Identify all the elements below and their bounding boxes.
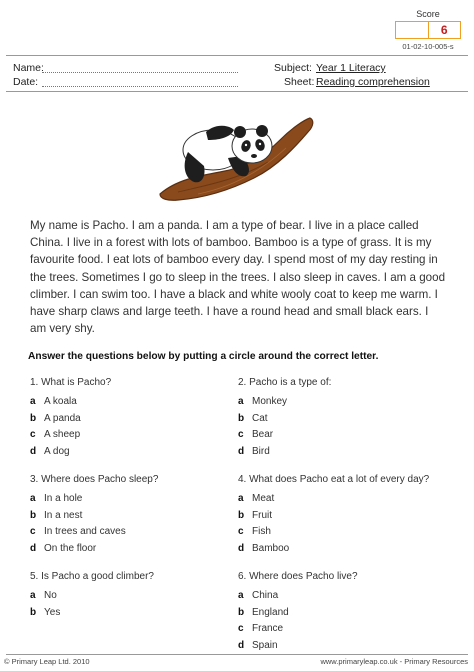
answer-option[interactable] — [238, 444, 428, 461]
option-text: Meat — [252, 493, 275, 504]
option-text: Fruit — [252, 509, 272, 521]
option-text: France — [252, 623, 284, 634]
option-text: A koala — [44, 396, 77, 407]
option-text: China — [252, 590, 279, 601]
question-2 — [238, 375, 428, 460]
question-5 — [30, 569, 220, 621]
option-letter: a — [238, 396, 244, 407]
option-letter: d — [30, 445, 37, 457]
option-letter: a — [30, 396, 36, 407]
option-text: In a hole — [44, 493, 83, 504]
answer-option[interactable] — [238, 491, 458, 508]
answer-option[interactable] — [30, 411, 220, 428]
option-letter: b — [30, 606, 37, 618]
name-label: Name: — [13, 62, 44, 74]
option-text: Cat — [252, 412, 268, 424]
footer-website[interactable]: www.primaryleap.co.uk - Primary Resources — [320, 657, 468, 666]
score-value: 6 — [440, 23, 448, 37]
answer-option[interactable] — [238, 524, 458, 541]
option-letter: b — [238, 509, 245, 521]
answer-option[interactable] — [30, 508, 220, 525]
name-field[interactable] — [42, 72, 238, 73]
answer-option[interactable] — [30, 541, 220, 558]
question-title: 5. Is Pacho a good climber? — [30, 571, 154, 582]
option-text: Bird — [252, 445, 270, 457]
header-top-rule — [6, 55, 468, 56]
answer-option[interactable] — [238, 411, 428, 428]
footer-copyright: © Primary Leap Ltd. 2010 — [4, 657, 90, 666]
sheet-label: Sheet: — [284, 76, 315, 88]
question-title: 4. What does Pacho eat a lot of every day? — [238, 474, 430, 485]
answer-option[interactable] — [30, 444, 220, 461]
answer-option[interactable] — [238, 394, 428, 411]
footer-rule — [6, 654, 468, 655]
option-letter: b — [30, 509, 37, 521]
question-title: 3. Where does Pacho sleep? — [30, 474, 159, 485]
answer-option[interactable] — [238, 638, 428, 655]
score-box — [395, 21, 461, 39]
option-text: Bear — [252, 429, 274, 440]
option-letter: c — [238, 623, 244, 634]
question-6 — [238, 569, 428, 654]
option-text: Spain — [252, 639, 278, 651]
reading-passage: My name is Pacho. I am a panda. I am a type of bear. I live in a place called China. I live in a forest with lots of bamboo. Bamboo is a type of grass. It is my favourite food. I eat lots of bamboo every day. I spend most of my day resting in the trees. Sometimes I go to sleep in the trees. I also sleep in caves. I am a good climber. I can swim too. I have a black and white wooly coat to keep me warm. I have sharp claws and large teeth. I have a round head and small black ears. I am very shy. — [30, 219, 446, 336]
score-box-blank — [396, 22, 429, 38]
answer-option[interactable] — [30, 588, 220, 605]
answer-option[interactable] — [30, 605, 220, 622]
option-text: In trees and caves — [44, 526, 126, 537]
question-title: 1. What is Pacho? — [30, 377, 112, 388]
subject-label: Subject: — [274, 62, 312, 74]
option-letter: d — [30, 542, 37, 554]
option-text: Bamboo — [252, 542, 290, 554]
date-field[interactable] — [42, 86, 238, 87]
answer-option[interactable] — [238, 621, 428, 638]
question-3 — [30, 472, 220, 557]
option-text: England — [252, 606, 289, 618]
date-label: Date: — [13, 76, 39, 88]
score-label: Score — [416, 9, 440, 19]
option-text: No — [44, 590, 57, 601]
option-letter: b — [30, 412, 37, 424]
option-text: A sheep — [44, 429, 81, 440]
option-text: In a nest — [44, 509, 83, 521]
option-letter: d — [238, 542, 245, 554]
answer-option[interactable] — [30, 491, 220, 508]
option-letter: c — [30, 429, 36, 440]
answer-option[interactable] — [238, 427, 428, 444]
sheet-value: Reading comprehension — [316, 76, 430, 88]
instructions: Answer the questions below by putting a circle around the correct letter. — [28, 351, 379, 362]
option-letter: c — [238, 526, 244, 537]
answer-option[interactable] — [238, 541, 458, 558]
option-letter: d — [238, 639, 245, 651]
subject-value: Year 1 Literacy — [316, 62, 386, 74]
option-letter: c — [30, 526, 36, 537]
option-letter: d — [238, 445, 245, 457]
option-letter: a — [30, 493, 36, 504]
option-text: A panda — [44, 412, 81, 424]
sheet-code: 01-02-10-005-s — [402, 42, 454, 51]
answer-option[interactable] — [30, 524, 220, 541]
option-letter: a — [238, 493, 244, 504]
question-4 — [238, 472, 458, 557]
question-title: 6. Where does Pacho live? — [238, 571, 358, 582]
option-letter: c — [238, 429, 244, 440]
answer-option[interactable] — [30, 427, 220, 444]
option-text: Yes — [44, 606, 61, 618]
question-title: 2. Pacho is a type of: — [238, 377, 332, 388]
option-text: Monkey — [252, 396, 288, 407]
option-letter: a — [238, 590, 244, 601]
option-letter: a — [30, 590, 36, 601]
answer-option[interactable] — [238, 605, 428, 622]
option-text: On the floor — [44, 542, 97, 554]
panda-on-branch-illustration — [158, 110, 318, 202]
question-1 — [30, 375, 220, 460]
option-letter: b — [238, 606, 245, 618]
option-text: A dog — [44, 445, 70, 457]
header-bottom-rule — [6, 91, 468, 92]
option-letter: b — [238, 412, 245, 424]
answer-option[interactable] — [238, 508, 458, 525]
answer-option[interactable] — [238, 588, 428, 605]
answer-option[interactable] — [30, 394, 220, 411]
option-text: Fish — [252, 526, 271, 537]
